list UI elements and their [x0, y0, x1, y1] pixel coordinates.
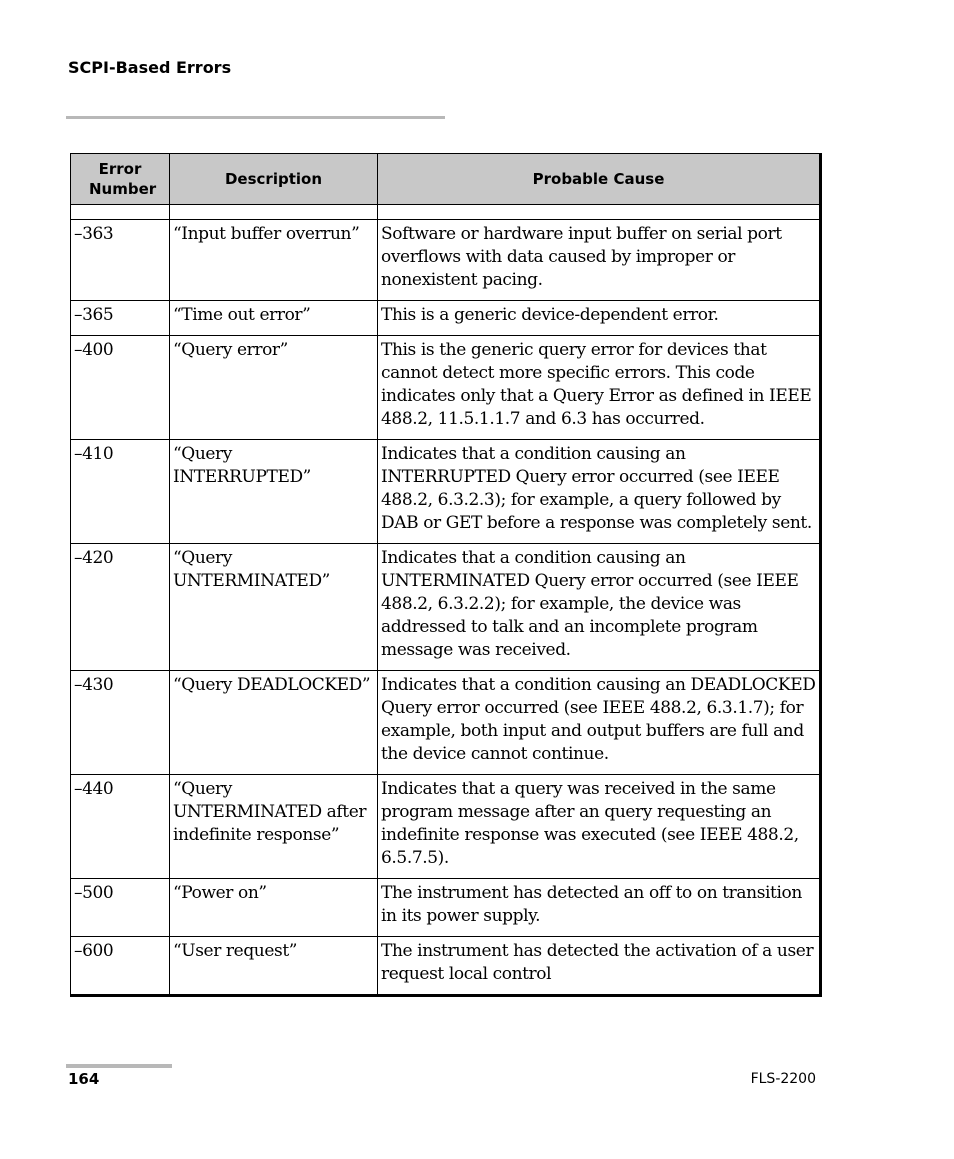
- column-header-probable-cause: Probable Cause: [378, 154, 821, 205]
- probable-cause-cell: This is the generic query error for devices that cannot detect more specific errors. This code indicates only that a Query Error as defined in IEEE 488.2, 11.5.1.1.7 and 6.3 has occurred.: [378, 336, 821, 440]
- description-cell: “Query UNTERMINATED after indefinite response”: [170, 775, 378, 879]
- column-header-error-number: Error Number: [71, 154, 170, 205]
- probable-cause-cell: Software or hardware input buffer on serial port overflows with data caused by improper or nonexistent pacing.: [378, 220, 821, 301]
- table-row: [71, 220, 821, 301]
- table-body: [71, 205, 821, 996]
- section-title: SCPI-Based Errors: [68, 58, 232, 77]
- probable-cause-cell: Indicates that a query was received in the same program message after an query requesting an indefinite response was executed (see IEEE 488.2, 6.5.7.5).: [378, 775, 821, 879]
- error-number-cell: –400: [71, 336, 170, 440]
- table-row: [71, 301, 821, 336]
- probable-cause-cell: The instrument has detected an off to on transition in its power supply.: [378, 879, 821, 937]
- header-gap: [71, 205, 821, 220]
- document-id: FLS-2200: [750, 1071, 816, 1087]
- probable-cause-cell: The instrument has detected the activation of a user request local control: [378, 937, 821, 996]
- probable-cause-cell: Indicates that a condition causing an UNTERMINATED Query error occurred (see IEEE 488.2, 6.3.2.2); for example, the device was addressed to talk and an incomplete program message was received.: [378, 544, 821, 671]
- error-number-cell: –600: [71, 937, 170, 996]
- description-cell: “Power on”: [170, 879, 378, 937]
- title-rule: [66, 116, 445, 119]
- error-number-cell: –440: [71, 775, 170, 879]
- table-row: [71, 775, 821, 879]
- table-row: [71, 544, 821, 671]
- error-number-cell: –500: [71, 879, 170, 937]
- table-row: [71, 937, 821, 996]
- column-header-description: Description: [170, 154, 378, 205]
- error-number-cell: –363: [71, 220, 170, 301]
- error-table: [70, 153, 822, 997]
- error-number-cell: –430: [71, 671, 170, 775]
- probable-cause-cell: Indicates that a condition causing an DEADLOCKED Query error occurred (see IEEE 488.2, 6.3.1.7); for example, both input and output buffers are full and the device cannot continue.: [378, 671, 821, 775]
- footer-rule: [66, 1064, 172, 1068]
- error-number-cell: –365: [71, 301, 170, 336]
- page-number: 164: [68, 1070, 100, 1088]
- description-cell: “Query DEADLOCKED”: [170, 671, 378, 775]
- description-cell: “Query UNTERMINATED”: [170, 544, 378, 671]
- table-row: [71, 440, 821, 544]
- error-number-cell: –410: [71, 440, 170, 544]
- table-row: [71, 879, 821, 937]
- error-number-cell: –420: [71, 544, 170, 671]
- description-cell: “Query error”: [170, 336, 378, 440]
- description-cell: “Input buffer overrun”: [170, 220, 378, 301]
- description-cell: “Time out error”: [170, 301, 378, 336]
- probable-cause-cell: This is a generic device-dependent error.: [378, 301, 821, 336]
- probable-cause-cell: Indicates that a condition causing an INTERRUPTED Query error occurred (see IEEE 488.2, 6.3.2.3); for example, a query followed by DAB or GET before a response was completely sent.: [378, 440, 821, 544]
- table-row: [71, 671, 821, 775]
- description-cell: “Query INTERRUPTED”: [170, 440, 378, 544]
- description-cell: “User request”: [170, 937, 378, 996]
- table-header-row: [71, 154, 821, 205]
- table-row: [71, 336, 821, 440]
